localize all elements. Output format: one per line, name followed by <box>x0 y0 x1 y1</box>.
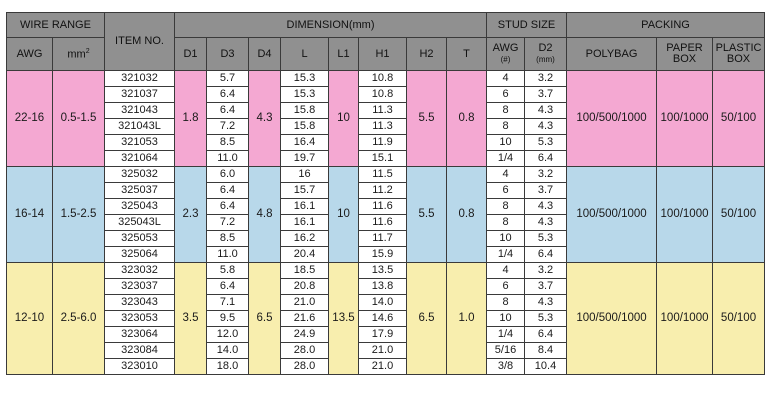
stud-d2-cell: 3.7 <box>525 279 567 295</box>
header-packing: PACKING <box>567 13 765 38</box>
d4-cell: 6.5 <box>249 263 281 375</box>
h1-cell: 15.1 <box>359 151 407 167</box>
l-cell: 24.9 <box>281 327 329 343</box>
d4-cell: 4.3 <box>249 71 281 167</box>
item-no-cell: 325064 <box>105 247 175 263</box>
paper-box-cell: 100/1000 <box>657 167 713 263</box>
stud-awg-cell: 6 <box>487 183 525 199</box>
item-no-cell: 325043 <box>105 199 175 215</box>
wire-awg-cell: 12-10 <box>7 263 53 375</box>
d3-cell: 6.4 <box>207 279 249 295</box>
plastic-box-cell: 50/100 <box>713 167 765 263</box>
plastic-box-cell: 50/100 <box>713 263 765 375</box>
wire-mm2-cell: 2.5-6.0 <box>53 263 105 375</box>
header-item-no: ITEM NO. <box>105 13 175 71</box>
l-cell: 20.8 <box>281 279 329 295</box>
stud-d2-cell: 3.7 <box>525 87 567 103</box>
header-stud-d2 <box>525 38 567 71</box>
header-paper-box-line2: BOX <box>672 53 697 65</box>
l-cell: 15.7 <box>281 183 329 199</box>
table-row <box>7 71 765 87</box>
l1-cell: 10 <box>329 71 359 167</box>
stud-d2-cell: 6.4 <box>525 151 567 167</box>
d1-cell: 3.5 <box>175 263 207 375</box>
stud-awg-cell: 10 <box>487 231 525 247</box>
item-no-cell: 323037 <box>105 279 175 295</box>
l-cell: 18.5 <box>281 263 329 279</box>
item-no-cell: 325037 <box>105 183 175 199</box>
h1-cell: 11.9 <box>359 135 407 151</box>
wire-awg-cell: 16-14 <box>7 167 53 263</box>
header-dimension: DIMENSION(mm) <box>175 13 487 38</box>
polybag-cell: 100/500/1000 <box>567 263 657 375</box>
d3-cell: 6.0 <box>207 167 249 183</box>
d4-cell: 4.8 <box>249 167 281 263</box>
d3-cell: 7.2 <box>207 119 249 135</box>
header-stud-awg-sub: (#) <box>500 55 511 64</box>
stud-awg-cell: 1/4 <box>487 327 525 343</box>
h1-cell: 11.3 <box>359 119 407 135</box>
header-l1: L1 <box>329 38 359 71</box>
item-no-cell: 323064 <box>105 327 175 343</box>
header-stud-awg-text: AWG <box>492 42 519 54</box>
h1-cell: 11.6 <box>359 199 407 215</box>
d3-cell: 7.1 <box>207 295 249 311</box>
h1-cell: 11.5 <box>359 167 407 183</box>
h1-cell: 14.0 <box>359 295 407 311</box>
paper-box-cell: 100/1000 <box>657 71 713 167</box>
item-no-cell: 321037 <box>105 87 175 103</box>
l-cell: 20.4 <box>281 247 329 263</box>
d3-cell: 7.2 <box>207 215 249 231</box>
item-no-cell: 323084 <box>105 343 175 359</box>
stud-awg-cell: 6 <box>487 279 525 295</box>
h1-cell: 14.6 <box>359 311 407 327</box>
header-plastic-box-line2: BOX <box>726 53 751 65</box>
h1-cell: 13.5 <box>359 263 407 279</box>
h1-cell: 10.8 <box>359 71 407 87</box>
h1-cell: 10.8 <box>359 87 407 103</box>
stud-awg-cell: 10 <box>487 135 525 151</box>
stud-awg-cell: 4 <box>487 71 525 87</box>
h1-cell: 11.7 <box>359 231 407 247</box>
wire-mm2-cell: 0.5-1.5 <box>53 71 105 167</box>
d3-cell: 6.4 <box>207 199 249 215</box>
header-l: L <box>281 38 329 71</box>
stud-awg-cell: 8 <box>487 119 525 135</box>
d1-cell: 2.3 <box>175 167 207 263</box>
stud-d2-cell: 4.3 <box>525 119 567 135</box>
header-stud-d2-text: D2 <box>538 42 553 54</box>
h1-cell: 11.2 <box>359 183 407 199</box>
stud-d2-cell: 3.2 <box>525 167 567 183</box>
h1-cell: 17.9 <box>359 327 407 343</box>
l-cell: 28.0 <box>281 343 329 359</box>
l-cell: 15.3 <box>281 71 329 87</box>
wire-mm2-cell: 1.5-2.5 <box>53 167 105 263</box>
item-no-cell: 325043L <box>105 215 175 231</box>
stud-d2-cell: 4.3 <box>525 199 567 215</box>
header-d4: D4 <box>249 38 281 71</box>
item-no-cell: 323010 <box>105 359 175 375</box>
d3-cell: 14.0 <box>207 343 249 359</box>
l-cell: 15.8 <box>281 103 329 119</box>
l-cell: 16.4 <box>281 135 329 151</box>
t-cell: 0.8 <box>447 167 487 263</box>
header-mm2-text: mm <box>67 48 86 61</box>
header-t: T <box>447 38 487 71</box>
header-stud-size: STUD SIZE <box>487 13 567 38</box>
header-paper-box <box>657 38 713 71</box>
stud-awg-cell: 1/4 <box>487 151 525 167</box>
stud-awg-cell: 10 <box>487 311 525 327</box>
item-no-cell: 321032 <box>105 71 175 87</box>
item-no-cell: 325032 <box>105 167 175 183</box>
h2-cell: 6.5 <box>407 263 447 375</box>
item-no-cell: 325053 <box>105 231 175 247</box>
l-cell: 16.2 <box>281 231 329 247</box>
d3-cell: 9.5 <box>207 311 249 327</box>
l-cell: 28.0 <box>281 359 329 375</box>
l1-cell: 10 <box>329 167 359 263</box>
stud-awg-cell: 3/8 <box>487 359 525 375</box>
d3-cell: 12.0 <box>207 327 249 343</box>
t-cell: 1.0 <box>447 263 487 375</box>
wire-awg-cell: 22-16 <box>7 71 53 167</box>
h1-cell: 15.9 <box>359 247 407 263</box>
header-h2: H2 <box>407 38 447 71</box>
d3-cell: 6.4 <box>207 183 249 199</box>
stud-d2-cell: 8.4 <box>525 343 567 359</box>
item-no-cell: 321043L <box>105 119 175 135</box>
stud-d2-cell: 3.2 <box>525 263 567 279</box>
stud-awg-cell: 4 <box>487 167 525 183</box>
polybag-cell: 100/500/1000 <box>567 71 657 167</box>
header-row-1 <box>7 13 765 38</box>
table-row <box>7 263 765 279</box>
stud-d2-cell: 5.3 <box>525 231 567 247</box>
l1-cell: 13.5 <box>329 263 359 375</box>
l-cell: 15.8 <box>281 119 329 135</box>
header-awg: AWG <box>7 38 53 71</box>
header-plastic-box <box>713 38 765 71</box>
l-cell: 16 <box>281 167 329 183</box>
l-cell: 21.0 <box>281 295 329 311</box>
d3-cell: 6.4 <box>207 87 249 103</box>
stud-d2-cell: 5.3 <box>525 135 567 151</box>
h2-cell: 5.5 <box>407 167 447 263</box>
stud-d2-cell: 4.3 <box>525 215 567 231</box>
h1-cell: 13.8 <box>359 279 407 295</box>
header-h1: H1 <box>359 38 407 71</box>
d3-cell: 8.5 <box>207 135 249 151</box>
l-cell: 16.1 <box>281 199 329 215</box>
h1-cell: 21.0 <box>359 359 407 375</box>
d3-cell: 11.0 <box>207 151 249 167</box>
spec-table-container <box>6 12 762 375</box>
d1-cell: 1.8 <box>175 71 207 167</box>
table-row <box>7 167 765 183</box>
d3-cell: 8.5 <box>207 231 249 247</box>
stud-awg-cell: 8 <box>487 103 525 119</box>
header-polybag: POLYBAG <box>567 38 657 71</box>
header-plastic-box-line1: PLASTIC <box>715 42 762 54</box>
stud-awg-cell: 4 <box>487 263 525 279</box>
stud-awg-cell: 8 <box>487 295 525 311</box>
polybag-cell: 100/500/1000 <box>567 167 657 263</box>
stud-d2-cell: 4.3 <box>525 103 567 119</box>
stud-awg-cell: 1/4 <box>487 247 525 263</box>
t-cell: 0.8 <box>447 71 487 167</box>
stud-awg-cell: 5/16 <box>487 343 525 359</box>
stud-d2-cell: 4.3 <box>525 295 567 311</box>
stud-d2-cell: 5.3 <box>525 311 567 327</box>
h1-cell: 11.3 <box>359 103 407 119</box>
stud-d2-cell: 6.4 <box>525 327 567 343</box>
d3-cell: 6.4 <box>207 103 249 119</box>
d3-cell: 11.0 <box>207 247 249 263</box>
item-no-cell: 321053 <box>105 135 175 151</box>
item-no-cell: 321064 <box>105 151 175 167</box>
l-cell: 15.3 <box>281 87 329 103</box>
h2-cell: 5.5 <box>407 71 447 167</box>
header-d3: D3 <box>207 38 249 71</box>
header-paper-box-line1: PAPER <box>666 42 703 54</box>
h1-cell: 11.6 <box>359 215 407 231</box>
l-cell: 16.1 <box>281 215 329 231</box>
stud-awg-cell: 8 <box>487 199 525 215</box>
l-cell: 21.6 <box>281 311 329 327</box>
item-no-cell: 321043 <box>105 103 175 119</box>
paper-box-cell: 100/1000 <box>657 263 713 375</box>
item-no-cell: 323032 <box>105 263 175 279</box>
stud-d2-cell: 10.4 <box>525 359 567 375</box>
h1-cell: 21.0 <box>359 343 407 359</box>
spec-table <box>6 12 765 375</box>
stud-awg-cell: 8 <box>487 215 525 231</box>
stud-d2-cell: 3.7 <box>525 183 567 199</box>
l-cell: 19.7 <box>281 151 329 167</box>
d3-cell: 5.7 <box>207 71 249 87</box>
d3-cell: 18.0 <box>207 359 249 375</box>
plastic-box-cell: 50/100 <box>713 71 765 167</box>
item-no-cell: 323043 <box>105 295 175 311</box>
item-no-cell: 323053 <box>105 311 175 327</box>
header-stud-awg <box>487 38 525 71</box>
stud-awg-cell: 6 <box>487 87 525 103</box>
header-mm2 <box>53 38 105 71</box>
header-stud-d2-sub: (mm) <box>536 55 555 64</box>
stud-d2-cell: 3.2 <box>525 71 567 87</box>
stud-d2-cell: 6.4 <box>525 247 567 263</box>
d3-cell: 5.8 <box>207 263 249 279</box>
spec-table-body <box>7 71 765 375</box>
header-d1: D1 <box>175 38 207 71</box>
header-mm2-sup: 2 <box>85 47 90 55</box>
header-wire-range: WIRE RANGE <box>7 13 105 38</box>
